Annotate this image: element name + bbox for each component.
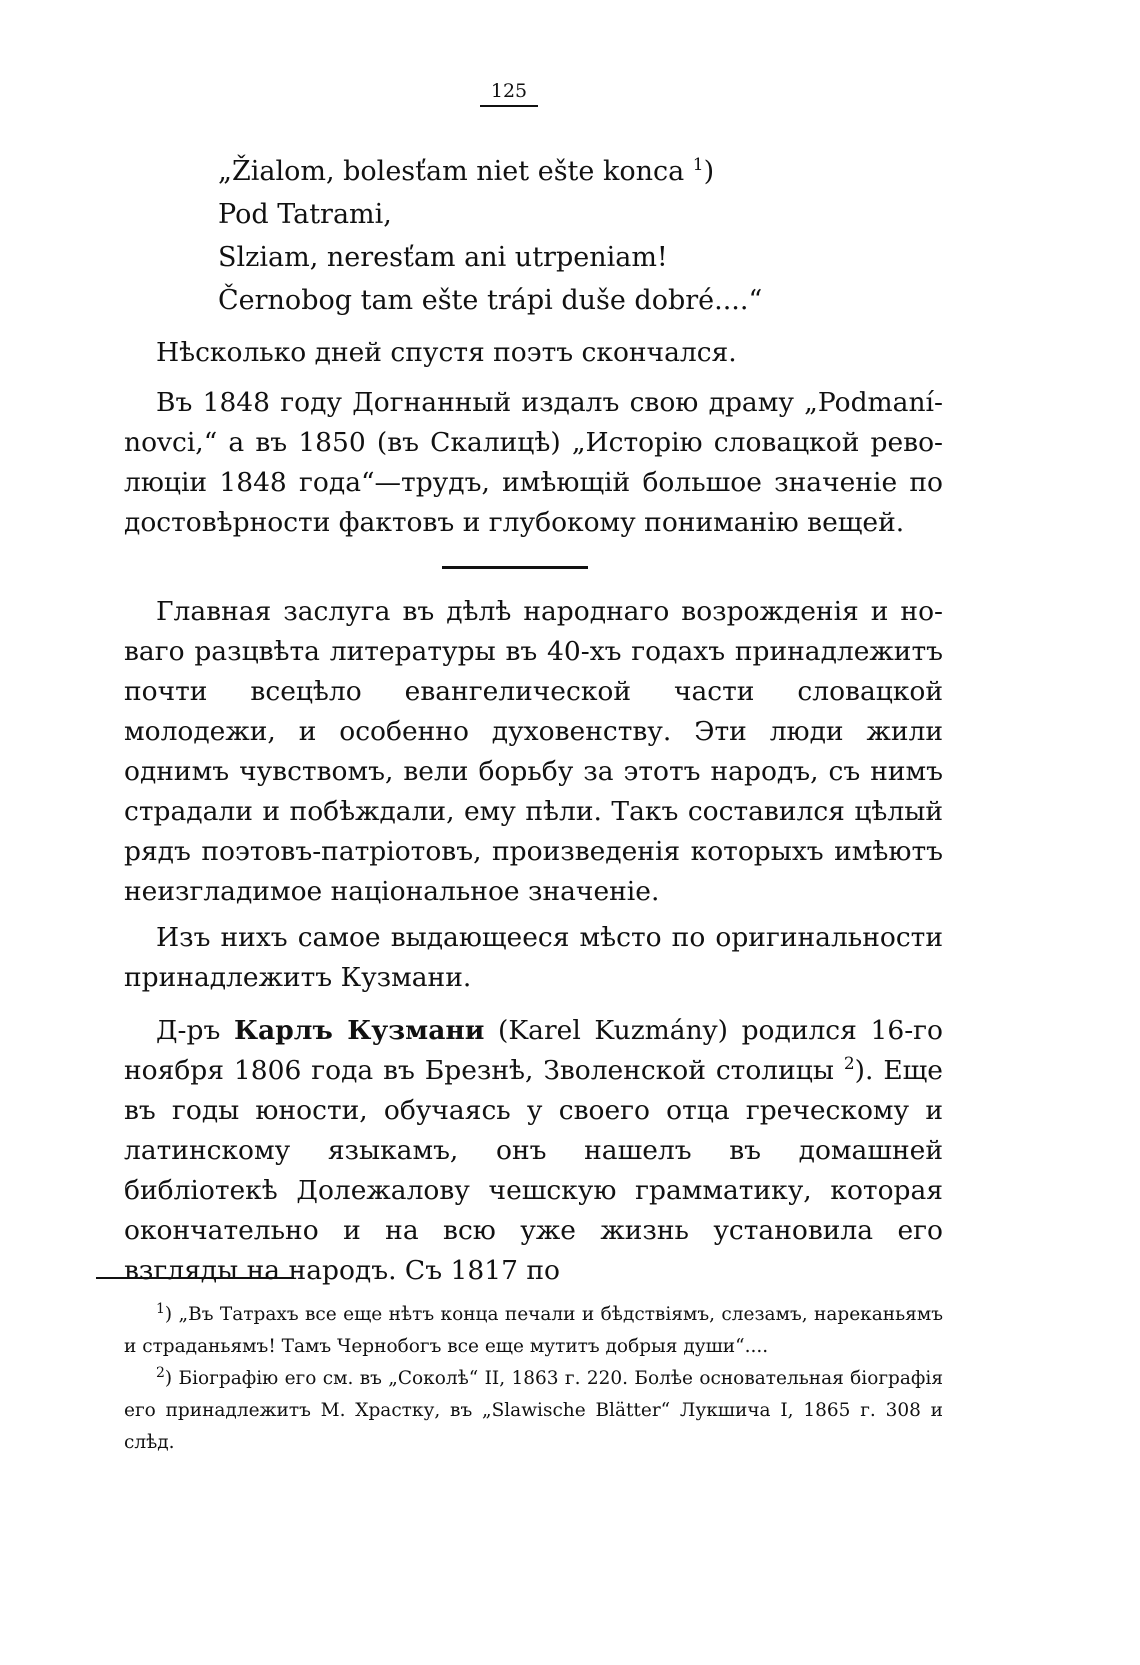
bio-end: ). Еще въ годы юности, обучаясь у своего отца греческому и латинскому языкамъ, онъ нашелъ въ домашней библіотекѣ Долежалову чешскую грамматику, которая окончательно и на всю уже жизнь установила его взгляды на народъ. Съ 1817 по — [124, 1055, 943, 1286]
footnote-2-mark: 2 — [156, 1364, 165, 1381]
bio-start: Д-ръ — [156, 1015, 234, 1046]
verse-line: Pod Tatrami, — [218, 199, 392, 230]
footnote-ref-2: 2 — [843, 1054, 855, 1075]
footnotes — [124, 1299, 943, 1459]
verse-line — [218, 150, 762, 193]
footnote-1-text: ) „Въ Татрахъ все еще нѣтъ конца печали и бѣдствіямъ, слезамъ, нареканьямъ и страданьямъ! Тамъ Чернобогъ все еще мутитъ добрыя души“.... — [124, 1304, 943, 1357]
paragraph-poet-death: Нѣсколько дней спустя поэтъ скончался. — [156, 337, 737, 368]
verse-quote — [218, 150, 762, 322]
verse-line: Černobog tam ešte trápi duše dobré....“ — [218, 285, 763, 316]
paragraph-revival: Главная заслуга въ дѣлѣ народнаго возрожденія и новаго разцвѣта литературы въ 40-хъ годахъ принадлежитъ почти всецѣло евангелической части словацкой молодежи, и особенно духовенству. Эти люди жили однимъ чувствомъ, вели борьбу за этотъ народъ, съ нимъ страдали и побѣждали, ему пѣли. Такъ составился цѣлый рядъ поэтовъ-патріотовъ, произведенія которыхъ имѣютъ неизгладимое національное значеніе. — [124, 596, 943, 907]
paragraph-dognanny-works: Въ 1848 году Догнанный издалъ свою драму „Podmanínovci,“ а въ 1850 (въ Скалицѣ) „Исторію словацкой революціи 1848 года“—трудъ, имѣющій большое значеніе по достовѣрности фактовъ и глубокому пониманію вещей. — [124, 387, 943, 538]
footnote-1 — [124, 1299, 943, 1363]
footnote-2 — [124, 1363, 943, 1459]
verse-line-close: ) — [703, 156, 715, 187]
verse-line: Slziam, neresťam ani utrpeniam! — [218, 242, 668, 273]
paragraph-kuzmany-bio — [124, 1011, 943, 1291]
section-divider — [442, 566, 588, 569]
person-name: Карлъ Кузмани — [233, 1015, 485, 1046]
paragraph-kuzmany-intro: Изъ нихъ самое выдающееся мѣсто по оригинальности принадлежитъ Кузмани. — [124, 922, 943, 993]
footnote-2-text: ) Біографію его см. въ „Соколѣ“ II, 1863 г. 220. Болѣе основательная біографія его принадлежитъ М. Храстку, въ „Slawische Blätter“ Лукшича I, 1865 г. 308 и слѣд. — [124, 1368, 943, 1453]
page-number: 125 — [480, 80, 538, 107]
bio-mid: (Karel Kuzmány) родился 16-го ноября 1806 года въ Брезнѣ, Зволенской столицы — [124, 1015, 943, 1086]
footnote-ref-1: 1 — [692, 155, 704, 175]
footnote-divider — [96, 1277, 294, 1279]
footnote-1-mark: 1 — [156, 1300, 165, 1317]
verse-line-text: „Žialom, bolesťam niet ešte konca — [218, 156, 685, 187]
